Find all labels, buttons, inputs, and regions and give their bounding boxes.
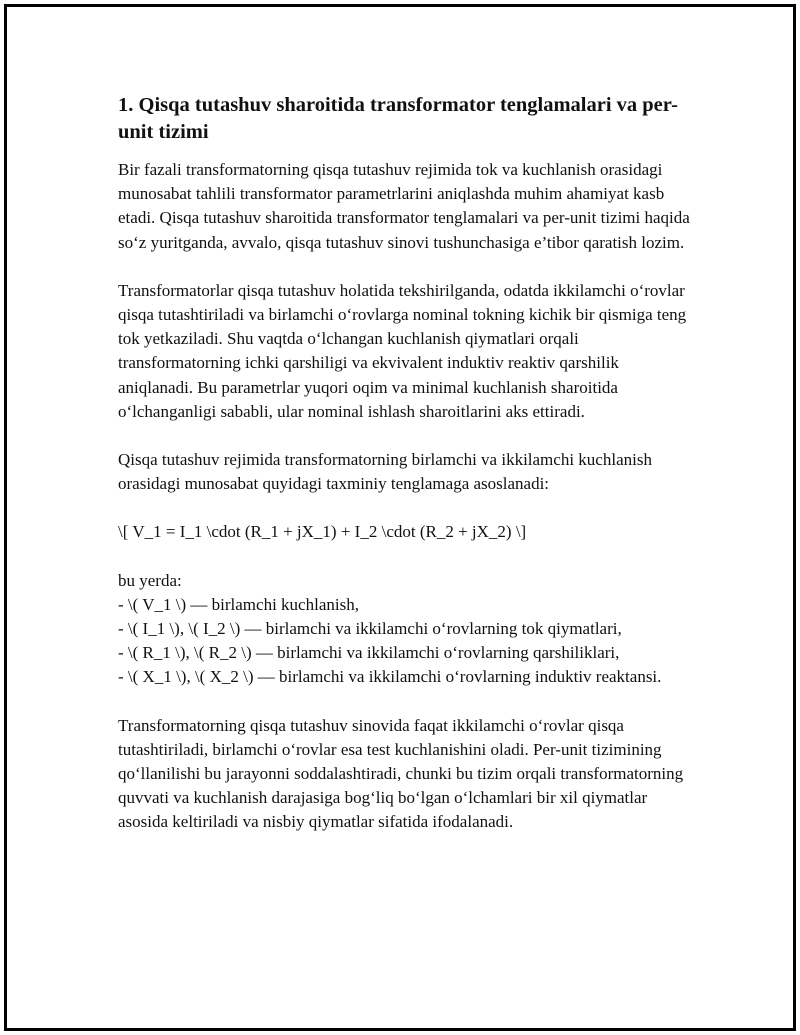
paragraph-equation-lead: Qisqa tutashuv rejimida transformatorning birlamchi va ikkilamchi kuchlanish orasidagi munosabat quyidagi taxminiy tenglamaga asoslanadi: (118, 450, 652, 494)
definitions-list (118, 569, 698, 690)
equation: \[ V_1 = I_1 \cdot (R_1 + jX_1) + I_2 \cdot (R_2 + jX_2) \] (118, 522, 527, 542)
definitions-intro: bu yerda: (118, 570, 182, 590)
paragraph-intro: Bir fazali transformatorning qisqa tutashuv rejimida tok va kuchlanish orasidagi munosabat tahlili transformator parametrlarini aniqlashda muhim ahamiyat kasb etadi. Qisqa tutashuv sharoitida transformator tenglamalari va per-unit tizimi haqida so‘z yuritganda, avvalo, qisqa tutashuv sinovi tushunchasiga e’tibor qaratish lozim. (118, 160, 690, 252)
paragraph-test-procedure: Transformatorlar qisqa tutashuv holatida tekshirilganda, odatda ikkilamchi o‘rovlar qisqa tutashtiriladi va birlamchi o‘rovlarga nominal tokning kichik bir qismiga teng tok yetkaziladi. Shu vaqtda o‘lchangan kuchlanish qiymatlari orqali transformatorning ichki qarshiligi va ekvivalent induktiv reaktiv qarshilik aniqlanadi. Bu parametrlar yuqori oqim va minimal kuchlanish sharoitida o‘lchanganligi sababli, ular nominal ishlash sharoitlarini aks ettiradi. (118, 280, 687, 421)
definition-item: - \( V_1 \) — birlamchi kuchlanish, (118, 594, 359, 614)
document-body (118, 92, 698, 859)
definition-item: - \( R_1 \), \( R_2 \) — birlamchi va ikkilamchi o‘rovlarning qarshiliklari, (118, 643, 620, 663)
section-heading: 1. Qisqa tutashuv sharoitida transformator tenglamalari va per-unit tizimi (118, 94, 678, 143)
definition-item: - \( X_1 \), \( X_2 \) — birlamchi va ikkilamchi o‘rovlarning induktiv reaktansi. (118, 667, 662, 687)
paragraph-per-unit: Transformatorning qisqa tutashuv sinovida faqat ikkilamchi o‘rovlar qisqa tutashtiriladi, birlamchi o‘rovlar esa test kuchlanishini oladi. Per-unit tizimining qo‘llanilishi bu jarayonni soddalashtiradi, chunki bu tizim orqali transformatorning quvvati va kuchlanish darajasiga bog‘liq bo‘lgan o‘lchamlari bir xil qiymatlar asosida keltiriladi va nisbiy qiymatlar sifatida ifodalanadi. (118, 715, 684, 832)
definition-item: - \( I_1 \), \( I_2 \) — birlamchi va ikkilamchi o‘rovlarning tok qiymatlari, (118, 619, 622, 639)
